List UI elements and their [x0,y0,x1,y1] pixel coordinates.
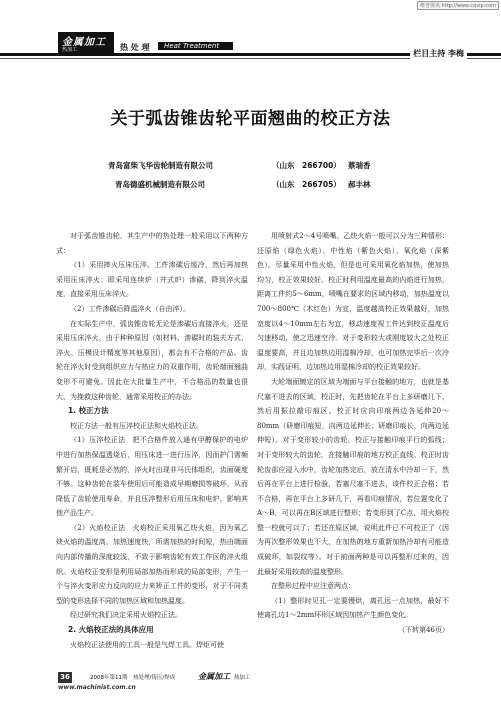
author-name-1: 蔡瑞香 [348,161,371,170]
logo-subtitle: 热加工 [62,47,78,53]
paragraph: （1）采用摔火压床压淬。工件渗碳后缓冷，然后再加热采用压床淬火；即采用连续炉（井式炉）渗碳，降到淬火温度，直接采用压床淬火。 [56,261,248,299]
source-url-badge[interactable]: 维普资讯 http://www.cqvip.com [417,1,499,10]
paragraph: 用喷射式2～4号喷嘴。乙炔火焰一般可以分为三种情形：还原焰（绿色火焰）、中性焰（紫色火焰）、氧化焰（深紫色）。尽量采用中性火焰，但是也可采用氧化焰加热，使加热均匀，校正效果较好。校正时利用温度最高的内焰进行加热，距离工件约5～6mm，喷嘴在要求的区域内移动，加热温度以700～800℃（木红色）为宜，温度越高校正效果越好，加热宽度以4～10mm左右为宜，移动速度视工件达到校正温度后匀速移动，使之迅速空冷。对于变形较大或刚度较大之处校正温度要高，并且边加热边用湿棉冷却，也可加热完毕后一次冷却，实践证明，边加热边用湿棉冷却的校正效果较好。 [257,232,449,372]
paragraph: （下转第46页） [398,626,449,635]
paragraph: 经过研究我们决定采用火焰校正法。 [70,611,182,620]
paragraph: （1）整形时见孔一定要慢烘，离孔远一点加热，最好不使离孔边1～2mm环形区域因加热产生颜色变化。 [257,596,449,620]
page-number: 36 [58,672,72,683]
website-url[interactable]: www.machinist.com.cn [58,684,136,691]
paragraph: （1）压淬校正法 把不合格件放入通有甲醇保护的电炉中进行加热保温透烧后，用压床进一进行压淬，因而护门需频繁开启，既耗是必然的，淬火时出现非马氏体组织，齿面硬度不够。这种齿轮在装车使用后可能造成早期磨损等破坏，从而降低了齿轮使用寿命，并且压淬整形后用压床和电炉，影响其他产品生产。 [56,436,248,518]
section-title-en: Heat Treatment [158,42,233,50]
section-heading: 2. 火焰校正法的具体应用 [68,625,154,635]
paragraph: 在整形过程中应注意两点： [271,582,355,591]
footer-section: 热加工 [234,675,251,681]
section-heading: 1. 校正方法 [68,406,109,416]
paragraph: 在实际生产中，弧齿锥齿轮无论是渗碳后直接淬火，还是采用压床淬火，由于种种原因（如材料、渗碳时的装夫方式、淬火、压模设计精度等其他原因），都会有不合格的产品。齿轮在淬火时受到组织应力与热应力的双重作用，齿轮端面翘曲变形不可避免。因此在大批量生产中，不合格品的数量也很大，为挽救这种齿轮，通常采用校正的办法。 [56,319,248,401]
right-text-column [257,229,449,638]
section-title-cn: 热 处 理 [120,43,150,52]
author-loc-2: （山东 266705） [272,180,341,189]
left-text-column [56,229,248,652]
issue-info: 2008年第11期 热处理/铸压/焊成 [90,675,176,681]
paragraph: （2）火焰校正法 火焰校正采用氧乙炔火焰，因为氧乙炔火焰的温度高，加热速度快，所需加热的时间短，热由端面向内部传播的深度较浅，不致于影响齿轮有效工作区的淬火组织。火焰校正变形是利用局部加热而形成的局部变形，产生一个与淬火变形应力反向的应力来矫正工件的变形，对于不同类型的变形选择不同的加热区域和加热温度。 [56,523,248,605]
footer-logo: 金属加工 [198,672,230,681]
logo-text: 金属加工 [62,37,106,48]
column-host-tag: 栏目主持 李梅 [410,48,467,59]
paragraph: 大轮端面镀定的区域为端面与平台接触的地方，也就是基尺塞不进去的区域，校正时，先把齿轮在平台上多研磨几下，然后用振拉敲印痕区。校正时应向印痕两边各延伸20～80mm（研磨印痕短，向两边延伸长；研磨印痕长，向两边延伸短）。对于变形较小的齿轮，校正与接触印痕平行的弧线；对于变形较大的齿轮，在接触印痕的地方校正直线。校正时齿轮齿部应浸入水中，齿轮加热完后，放在清水中冷却一下，然后再在平台上进行检验，若塞尺塞不进去，该件校正合格；若不合格，再在平台上多研几下，再看印痕情况，若位置变化了A～B，可以再在B区域进行整形；若变形到了C点，用火焰校整一校就可以了；若还在原区域，说明此件已不可校正了（因为再次整形效果也不大，在加热的地方重新加热冷却有可能造成破坏，如裂纹等）。对于前面两种是可以再整形过来的，因此最好采用较高的温度整形。 [257,377,449,576]
author-org-1: 青岛富柴飞华齿轮制造有限公司 [108,161,213,170]
page-footer [58,672,453,692]
author-org-2: 青岛德盛机械制造有限公司 [115,180,205,189]
paragraph: 火焰校正法使用的工具一般是气焊工具。焊炬可使 [70,640,224,649]
paragraph: 校正方法一般有压淬校正法和火焰校正法。 [70,421,203,430]
author-loc-1: （山东 266700） [272,161,341,170]
article-title: 关于弧齿锥齿轮平面翘曲的校正方法 [110,109,391,129]
paragraph: （2）工件渗碳后降温淬火（自由淬）。 [70,304,190,313]
author-name-2: 郝丰林 [348,180,371,189]
paragraph: 对于弧齿锥齿轮，其生产中的热处理一般采用以下两种方式： [56,232,248,255]
